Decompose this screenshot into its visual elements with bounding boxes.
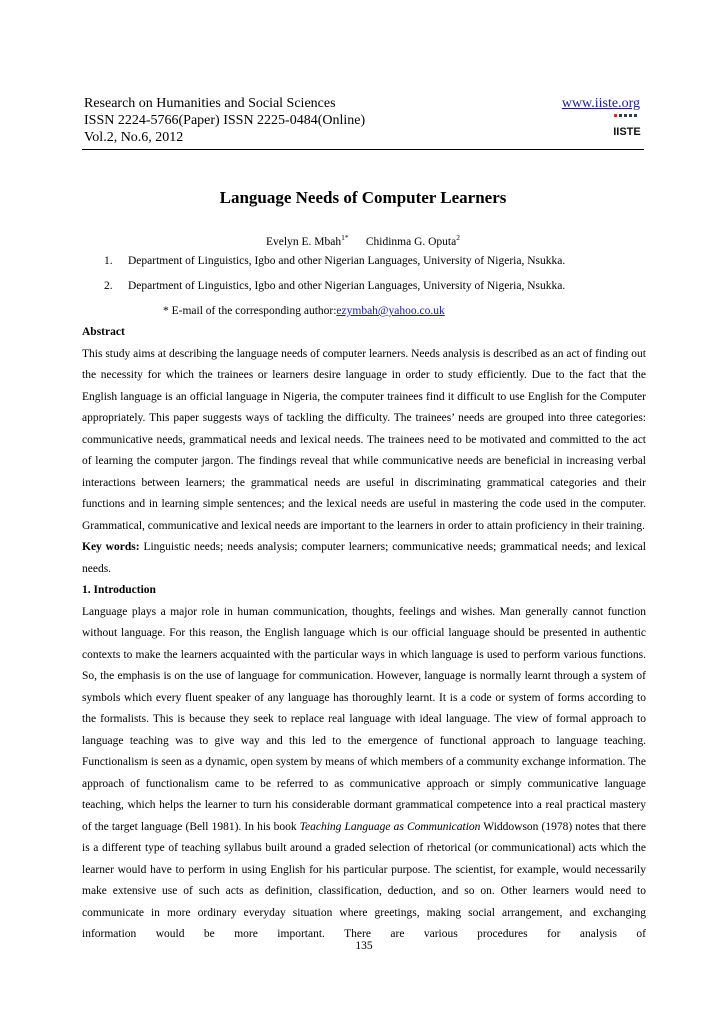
header-divider: [82, 149, 644, 150]
affiliation-2-text: Department of Linguistics, Igbo and other Nigerian Languages, University of Nigeria, Nsukka.: [128, 280, 566, 292]
paper-title: Language Needs of Computer Learners: [219, 188, 507, 207]
keywords-label: Key words:: [82, 541, 140, 553]
email-label: * E-mail of the corresponding author:: [163, 305, 337, 317]
email-link[interactable]: ezymbah@yahoo.co.uk: [336, 305, 445, 317]
journal-url-link[interactable]: www.iiste.org: [561, 96, 640, 111]
keywords-paragraph: [82, 537, 646, 580]
book-title: Teaching Language as Communication: [299, 820, 481, 833]
iiste-logo-icon: [612, 113, 642, 139]
introduction-text-part-1: Language plays a major role in human communication, thoughts, feelings and wishes. Man generally cannot function without language. For this reason, the English language which is our official language should be presented in authentic contexts to make the learners acquainted with the particular ways in which language is used to perform various functions. So, the emphasis is on the use of language for communication. However, language is normally learnt through a system of symbols which every fluent speaker of any language has thoroughly learnt. It is a code or system of forms according to the formalists. This is because they seek to replace real language with ideal language. The view of formal approach to language teaching was to give way and this led to the emergence of functional approach to language teaching. Functionalism is seen as a dynamic, open system by means of which members of a community exchange information. The approach of functionalism came to be referred to as communicative approach or simply communicative language teaching, which helps the learner to turn his considerable dormant grammatical competence into a real practical mastery of the target language (Bell 1981). In his book: [82, 605, 646, 833]
journal-name: Research on Humanities and Social Sciences: [84, 96, 336, 111]
affiliation-2: [104, 280, 664, 292]
abstract-text: This study aims at describing the language needs of computer learners. Needs analysis is described as an act of finding out the necessity for which the trainees or learners desire language in order to study efficiently. Due to the fact that the English language is an official language in Nigeria, the computer trainees find it difficult to use English for the Computer appropriately. This paper suggests ways of tackling the difficulty. The trainees’ needs are grouped into three categories: communicative needs, grammatical needs and lexical needs. The trainees need to be motivated and committed to the act of learning the computer jargon. The findings reveal that while communicative needs are beneficial in increasing verbal interactions between learners; the grammatical needs are useful in discriminating grammatical categories and their functions and in learning simple sentences; and the lexical needs are useful in mastering the code used in the computer. Grammatical, communicative and lexical needs are important to the learners in order to attain proficiency in their training.: [82, 347, 646, 532]
author-2-marker: 2: [456, 233, 460, 242]
page-number: 135: [355, 940, 373, 952]
author-1-name: Evelyn E. Mbah: [266, 235, 342, 248]
volume-line: Vol.2, No.6, 2012: [84, 130, 184, 145]
author-2-name: Chidinma G. Oputa: [365, 235, 457, 248]
corresponding-email: [163, 305, 445, 317]
introduction-text-part-2: Widdowson (1978) notes that there is a different type of teaching syllabus built around a graded selection of rhetorical (or communicational) acts which the learner would have to perform in using English for his particular purpose. The scientist, for example, would necessarily make extensive use of such acts as definition, classification, deduction, and so on. Other learners would need to communicate in more ordinary everyday situation where greetings, making social arrangement, and exchanging information would be more important. There are various procedures for analysis of: [82, 820, 646, 940]
introduction-heading: 1. Introduction: [82, 584, 156, 596]
keywords-text: Linguistic needs; needs analysis; computer learners; communicative needs; grammatical needs; and lexical needs.: [82, 541, 646, 575]
affiliation-2-number: 2.: [104, 280, 113, 292]
introduction-text: [82, 602, 646, 946]
author-1-marker: 1*: [341, 233, 349, 242]
journal-header: [84, 95, 644, 146]
affiliation-1-number: 1.: [104, 255, 113, 267]
abstract-heading: Abstract: [82, 326, 125, 338]
affiliation-1-text: Department of Linguistics, Igbo and other Nigerian Languages, University of Nigeria, Nsukka.: [128, 255, 566, 267]
abstract-section: [82, 322, 646, 580]
svg-text:IISTE: IISTE: [613, 126, 641, 138]
issn-line: ISSN 2224-5766(Paper) ISSN 2225-0484(Online): [84, 113, 366, 128]
affiliation-1: [104, 255, 664, 267]
author-line: [82, 233, 644, 248]
introduction-section: [82, 580, 646, 946]
